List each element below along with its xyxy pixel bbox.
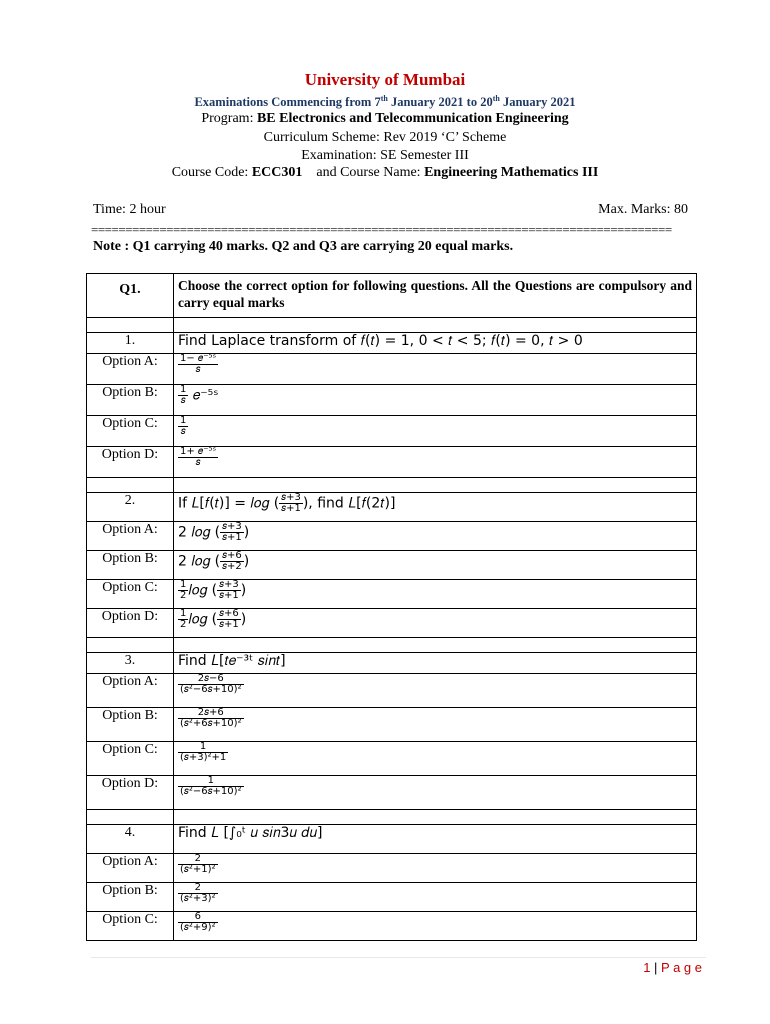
question-number: 3. [87, 653, 174, 674]
note: Note : Q1 carrying 40 marks. Q2 and Q3 are carrying 20 equal marks. [93, 239, 514, 254]
option-b: $\frac{\text{2𝑠+6}}{\text{(𝑠²+6𝑠+10)²}}$ [174, 708, 697, 742]
option-c: $\frac{1}{\text{(𝑠+3)²+1}}$ [174, 742, 697, 776]
option-label: Option D: [87, 609, 174, 638]
option-label: Option B: [87, 708, 174, 742]
option-a: $\frac{\text{1− 𝑒⁻⁵ˢ}}{\text{𝑠}}$ [174, 354, 697, 385]
max-marks-label: Max. Marks: 80 [598, 202, 688, 217]
option-label: Option C: [87, 580, 174, 609]
university-title: University of Mumbai [304, 70, 466, 89]
option-c: $\frac{6}{\text{(𝑠²+9)²}}$ [174, 912, 697, 941]
curriculum-line: Curriculum Scheme: Rev 2019 ‘C’ Scheme [263, 130, 507, 145]
question-text: If 𝐿[𝑓(𝑡)] = 𝑙𝑜𝑔 ( $\frac{\text{𝑠+3}}{\text{𝑠+1}}$ ), find 𝐿[𝑓(2𝑡)] [174, 493, 697, 522]
q1-label: Q1. [87, 274, 174, 318]
course-line: Course Code: ECC301 and Course Name: Engineering Mathematics III [171, 165, 599, 180]
question-number: 4. [87, 825, 174, 854]
option-c: $\frac{1}{\text{𝑠}}$ [174, 416, 697, 447]
option-label: Option A: [87, 522, 174, 551]
question-number: 2. [87, 493, 174, 522]
footer-divider [91, 957, 706, 958]
exam-dates: Examinations Commencing from 7th January 2021 to 20th January 2021 [194, 94, 576, 110]
option-label: Option B: [87, 385, 174, 416]
question-table [86, 273, 697, 941]
option-b: $\frac{1}{\text{𝑠}}$ 𝑒⁻⁵ˢ [174, 385, 697, 416]
option-label: Option A: [87, 354, 174, 385]
option-d: $\frac{1}{\text{(𝑠²−6𝑠+10)²}}$ [174, 776, 697, 810]
option-label: Option A: [87, 674, 174, 708]
option-label: Option D: [87, 447, 174, 478]
option-label: Option D: [87, 776, 174, 810]
option-a: $\frac{\text{2𝑠−6}}{\text{(𝑠²−6𝑠+10)²}}$ [174, 674, 697, 708]
question-number: 1. [87, 333, 174, 354]
option-label: Option C: [87, 416, 174, 447]
option-a: $\frac{2}{\text{(𝑠²+1)²}}$ [174, 854, 697, 883]
option-label: Option B: [87, 883, 174, 912]
page-footer: 1 | P a g e [643, 960, 702, 975]
time-label: Time: 2 hour [93, 202, 166, 217]
separator-rule: ===================================================================================== [91, 222, 672, 237]
question-text: Find 𝐿[𝑡𝑒⁻³ᵗ 𝑠𝑖𝑛𝑡] [174, 653, 697, 674]
option-b: $\frac{2}{\text{(𝑠²+3)²}}$ [174, 883, 697, 912]
option-a: 2 𝑙𝑜𝑔 ( $\frac{\text{𝑠+3}}{\text{𝑠+1}}$ ) [174, 522, 697, 551]
option-label: Option A: [87, 854, 174, 883]
option-b: 2 𝑙𝑜𝑔 ( $\frac{\text{𝑠+6}}{\text{𝑠+2}}$ ) [174, 551, 697, 580]
option-label: Option C: [87, 912, 174, 941]
question-text: Find 𝐿 [∫₀ᵗ 𝑢 𝑠𝑖𝑛3𝑢 𝑑𝑢] [174, 825, 697, 854]
question-text: Find Laplace transform of 𝑓(𝑡) = 1, 0 < 𝑡 < 5; 𝑓(𝑡) = 0, 𝑡 > 0 [174, 333, 697, 354]
option-label: Option C: [87, 742, 174, 776]
q1-instructions: Choose the correct option for following questions. All the Questions are compulsory and carry equal marks [174, 274, 697, 318]
option-d: $\frac{\text{1+ 𝑒⁻⁵ˢ}}{\text{𝑠}}$ [174, 447, 697, 478]
option-label: Option B: [87, 551, 174, 580]
examination-line: Examination: SE Semester III [301, 148, 469, 163]
program-line: Program: BE Electronics and Telecommunication Engineering [201, 111, 569, 126]
option-c: $\frac{1}{2}$ 𝑙𝑜𝑔 ( $\frac{\text{𝑠+3}}{\text{𝑠+1}}$ ) [174, 580, 697, 609]
option-d: $\frac{1}{2}$ 𝑙𝑜𝑔 ( $\frac{\text{𝑠+6}}{\text{𝑠+1}}$ ) [174, 609, 697, 638]
